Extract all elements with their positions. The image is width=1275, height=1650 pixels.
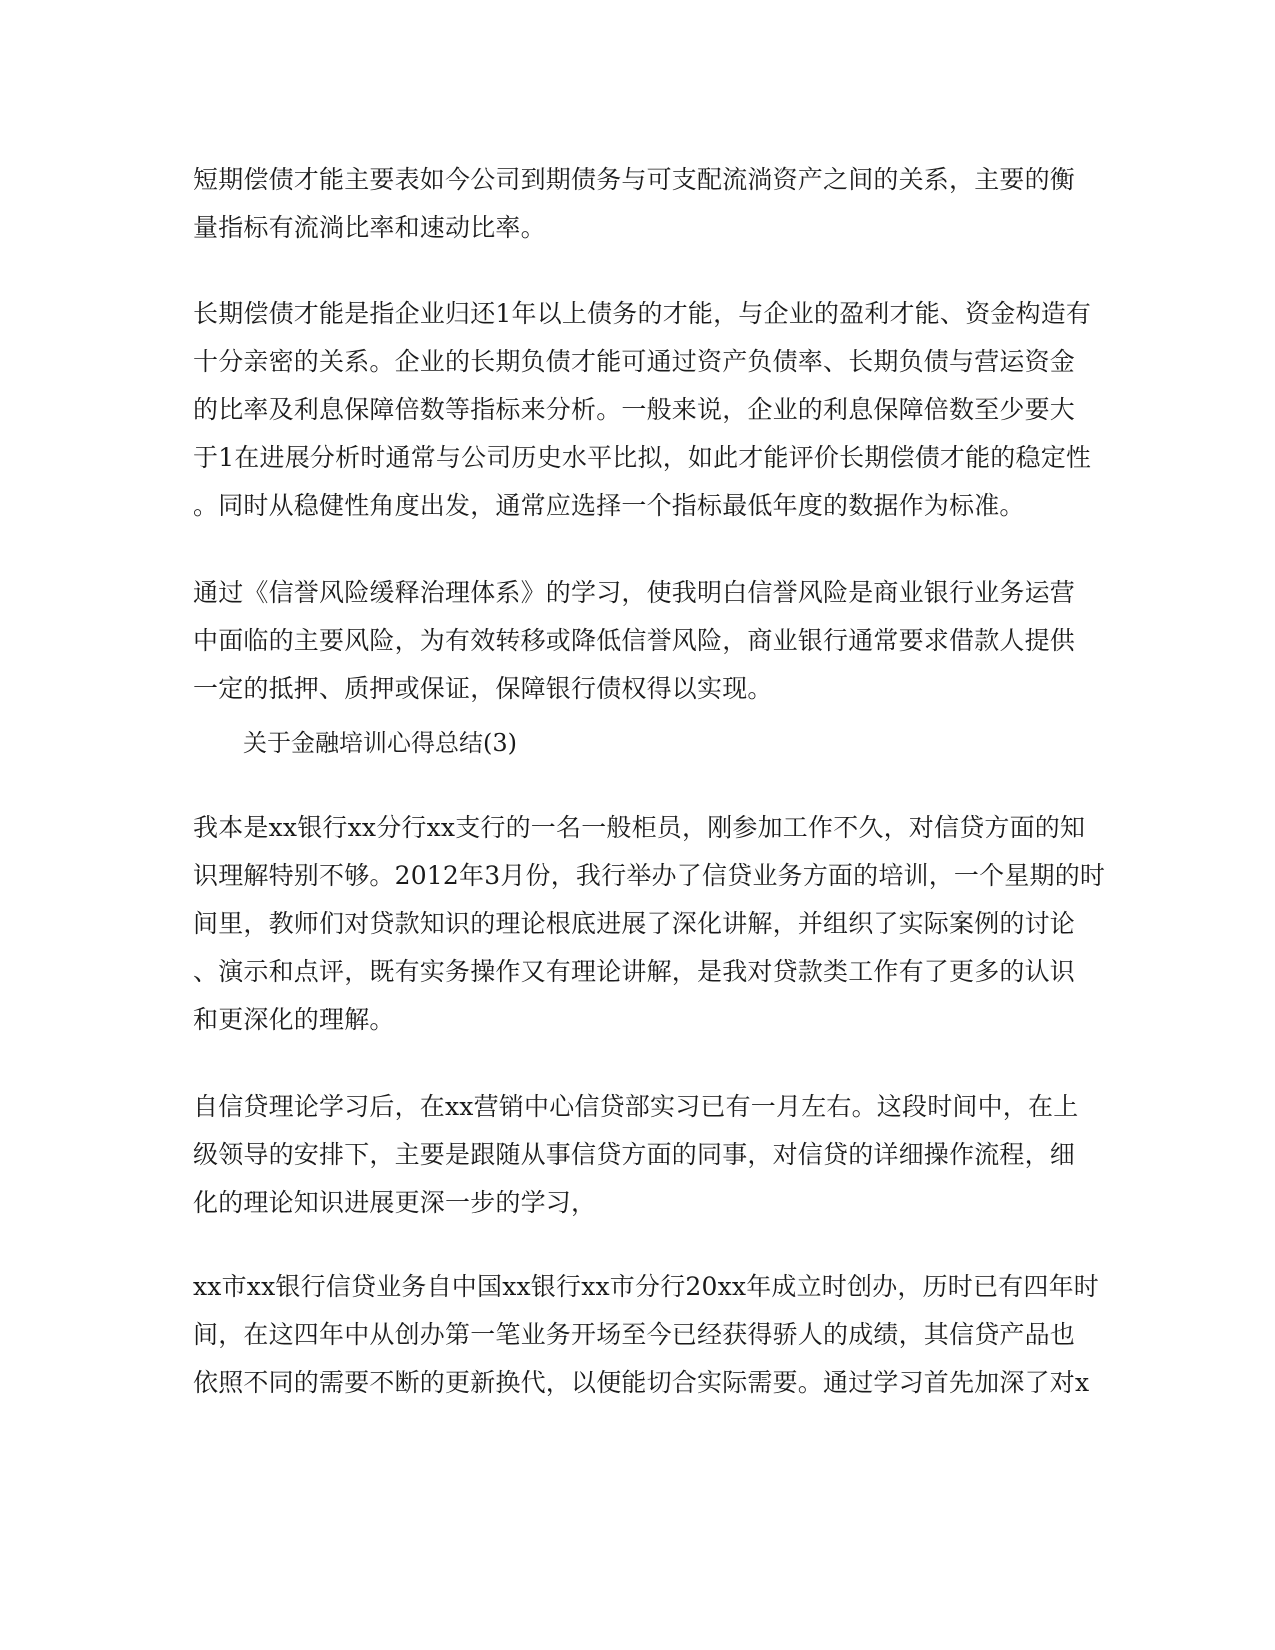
paragraph-line: 间，在这四年中从创办第一笔业务开场至今已经获得骄人的成绩，其信贷产品也 <box>193 1320 1076 1349</box>
paragraph-line: 级领导的安排下，主要是跟随从事信贷方面的同事，对信贷的详细操作流程，细 <box>193 1140 1076 1169</box>
paragraph-line: 一定的抵押、质押或保证，保障银行债权得以实现。 <box>193 674 773 703</box>
paragraph-training-intro <box>193 804 1106 1044</box>
section-heading: 关于金融培训心得总结(3) <box>243 729 517 757</box>
paragraph-line: 量指标有流淌比率和速动比率。 <box>193 213 546 242</box>
paragraph-line: 自信贷理论学习后，在xx营销中心信贷部实习已有一月左右。这段时间中，在上 <box>193 1092 1079 1121</box>
paragraph-credit-risk <box>193 569 1093 713</box>
paragraph-line: 识理解特别不够。2012年3月份，我行举办了信贷业务方面的培训，一个星期的时 <box>193 861 1106 890</box>
paragraph-line: 我本是xx银行xx分行xx支行的一名一般柜员，刚参加工作不久，对信贷方面的知 <box>193 813 1086 842</box>
paragraph-line: 长期偿债才能是指企业归还1年以上债务的才能，与企业的盈利才能、资金构造有 <box>193 299 1092 328</box>
paragraph-line: 十分亲密的关系。企业的长期负债才能可通过资产负债率、长期负债与营运资金 <box>193 347 1076 376</box>
paragraph-line: 依照不同的需要不断的更新换代，以便能切合实际需要。通过学习首先加深了对x <box>193 1368 1090 1397</box>
paragraph-line: 中面临的主要风险，为有效转移或降低信誉风险，商业银行通常要求借款人提供 <box>193 626 1076 655</box>
paragraph-line: 和更深化的理解。 <box>193 1005 395 1034</box>
paragraph-line: 、演示和点评，既有实务操作又有理论讲解，是我对贷款类工作有了更多的认识 <box>193 957 1076 986</box>
paragraph-line: 化的理论知识进展更深一步的学习， <box>193 1188 597 1217</box>
paragraph-line: xx市xx银行信贷业务自中国xx银行xx市分行20xx年成立时创办，历时已有四年时 <box>193 1272 1100 1301</box>
paragraph-line: 通过《信誉风险缓释治理体系》的学习，使我明白信誉风险是商业银行业务运营 <box>193 578 1076 607</box>
paragraph-internship <box>193 1083 1093 1227</box>
paragraph-line: 于1在进展分析时通常与公司历史水平比拟，如此才能评价长期偿债才能的稳定性 <box>193 443 1092 472</box>
paragraph-line: 。同时从稳健性角度出发，通常应选择一个指标最低年度的数据作为标准。 <box>193 491 1025 520</box>
paragraph-line: 短期偿债才能主要表如今公司到期债务与可支配流淌资产之间的关系，主要的衡 <box>193 165 1076 194</box>
paragraph-line: 间里，教师们对贷款知识的理论根底进展了深化讲解，并组织了实际案例的讨论 <box>193 909 1076 938</box>
paragraph-line: 的比率及利息保障倍数等指标来分析。一般来说，企业的利息保障倍数至少要大 <box>193 395 1076 424</box>
paragraph-short-term-solvency <box>193 156 1093 252</box>
paragraph-bank-history <box>193 1263 1100 1407</box>
paragraph-long-term-solvency <box>193 290 1093 530</box>
